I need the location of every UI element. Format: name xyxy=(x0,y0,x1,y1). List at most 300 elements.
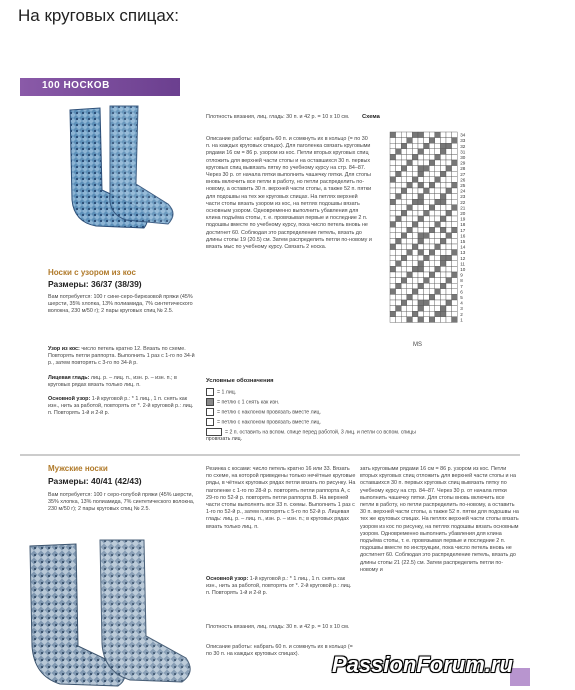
chart-cell xyxy=(418,289,424,295)
chart-cell xyxy=(396,261,402,267)
chart-row-number: 27 xyxy=(460,171,466,177)
chart-cell xyxy=(435,250,441,256)
chart-cell xyxy=(429,210,435,216)
chart-cell xyxy=(407,154,413,160)
chart-cell xyxy=(446,160,452,166)
chart-cell xyxy=(440,188,446,194)
chart-cell xyxy=(412,278,418,284)
chart-cell xyxy=(424,166,430,172)
chart-cell xyxy=(446,194,452,200)
chart-cell xyxy=(440,216,446,222)
chart-cell xyxy=(435,294,441,300)
chart-cell xyxy=(452,132,458,138)
page-number-tab xyxy=(510,668,530,686)
chart-cell xyxy=(429,261,435,267)
chart-cell xyxy=(412,317,418,323)
chart-cell xyxy=(424,311,430,317)
chart-cell xyxy=(446,138,452,144)
chart-cell xyxy=(418,294,424,300)
chart-row-number: 9 xyxy=(460,272,463,278)
chart-cell xyxy=(452,306,458,312)
chart-cell xyxy=(396,311,402,317)
chart-cell xyxy=(407,149,413,155)
chart-cell xyxy=(418,154,424,160)
chart-cell xyxy=(396,160,402,166)
chart-cell xyxy=(452,194,458,200)
chart-cell xyxy=(446,210,452,216)
chart-cell xyxy=(401,233,407,239)
chart-row-number: 1 xyxy=(460,317,463,323)
chart-cell xyxy=(424,222,430,228)
chart-cell xyxy=(412,160,418,166)
chart-cell xyxy=(440,132,446,138)
chart-row-number: 8 xyxy=(460,278,463,284)
chart-cell xyxy=(418,300,424,306)
chart-cell xyxy=(424,194,430,200)
chart-cell xyxy=(429,199,435,205)
chart-cell xyxy=(452,160,458,166)
chart-cell xyxy=(435,255,441,261)
chart-cell xyxy=(401,227,407,233)
chart-cell xyxy=(429,138,435,144)
chart-cell xyxy=(407,233,413,239)
chart-row-number: 6 xyxy=(460,289,463,295)
chart-cell xyxy=(401,199,407,205)
chart-cell xyxy=(390,300,396,306)
chart-row-number: 23 xyxy=(460,194,466,200)
chart-cell xyxy=(418,272,424,278)
legend-symbol-ssk xyxy=(206,418,214,426)
chart-cell xyxy=(435,149,441,155)
chart-cell xyxy=(429,171,435,177)
chart-cell xyxy=(452,233,458,239)
chart-cell xyxy=(396,289,402,295)
chart-cell xyxy=(401,182,407,188)
chart-cell xyxy=(390,216,396,222)
chart-cell xyxy=(424,149,430,155)
item2-main-text: 1-й круговой р.: * 1 лиц., 1 п. снять как изн., нить за работой, повторять от *. 2-й круговой р.: лиц. п. Повторять 1-й и 2-й р. xyxy=(206,576,352,597)
chart-cell xyxy=(440,317,446,323)
chart-cell xyxy=(424,250,430,256)
chart-cell xyxy=(390,244,396,250)
chart-cell xyxy=(401,311,407,317)
chart-cell xyxy=(440,160,446,166)
chart-cell xyxy=(435,188,441,194)
chart-cell xyxy=(390,160,396,166)
chart-cell xyxy=(418,138,424,144)
chart-cell xyxy=(452,300,458,306)
chart-cell xyxy=(418,149,424,155)
chart-cell xyxy=(429,227,435,233)
chart-cell xyxy=(435,266,441,272)
chart-cell xyxy=(390,194,396,200)
chart-cell xyxy=(401,194,407,200)
chart-cell xyxy=(390,222,396,228)
item2-sizes: Размеры: 40/41 (42/43) xyxy=(48,476,142,486)
chart-cell xyxy=(446,233,452,239)
chart-cell xyxy=(429,306,435,312)
chart-cell xyxy=(401,132,407,138)
chart-cell xyxy=(396,227,402,233)
chart-cell xyxy=(396,149,402,155)
chart-cell xyxy=(412,216,418,222)
chart-cell xyxy=(429,216,435,222)
chart-cell xyxy=(452,289,458,295)
chart-cell xyxy=(435,138,441,144)
chart-cell xyxy=(412,227,418,233)
chart-cell xyxy=(407,177,413,183)
chart-cell xyxy=(446,294,452,300)
chart-cell xyxy=(446,306,452,312)
chart-cell xyxy=(435,317,441,323)
chart-cell xyxy=(412,182,418,188)
chart-cell xyxy=(435,154,441,160)
chart-cell xyxy=(446,311,452,317)
chart-cell xyxy=(429,294,435,300)
chart-cell xyxy=(396,278,402,284)
chart-cell xyxy=(407,238,413,244)
chart-cell xyxy=(452,272,458,278)
chart-cell xyxy=(412,250,418,256)
chart-cell xyxy=(435,177,441,183)
chart-cell xyxy=(407,266,413,272)
chart-cell xyxy=(429,233,435,239)
chart-cell xyxy=(440,250,446,256)
chart-cell xyxy=(396,143,402,149)
chart-cell xyxy=(401,255,407,261)
chart-cell xyxy=(390,306,396,312)
chart-cell xyxy=(446,283,452,289)
chart-cell xyxy=(435,261,441,267)
chart-title: Схема xyxy=(362,114,380,120)
chart-cell xyxy=(401,244,407,250)
chart-cell xyxy=(440,149,446,155)
chart-cell xyxy=(401,294,407,300)
chart-cell xyxy=(424,132,430,138)
chart-cell xyxy=(446,216,452,222)
chart-cell xyxy=(429,278,435,284)
chart-cell xyxy=(396,132,402,138)
chart-cell xyxy=(424,238,430,244)
item2-materials: Вам потребуется: 100 г серо-голубой пряжи (45% шерсти, 35% хлопка, 13% полиамида, 7% синтетического волокна, 230 м/50 г); 2 пары круговых спиц № 2.5. xyxy=(48,492,195,513)
chart-cell xyxy=(452,266,458,272)
chart-cell xyxy=(435,278,441,284)
chart-cell xyxy=(429,160,435,166)
chart-cell xyxy=(396,317,402,323)
chart-cell xyxy=(396,255,402,261)
chart-cell xyxy=(390,210,396,216)
chart-cell xyxy=(390,266,396,272)
chart-row-number: 5 xyxy=(460,295,463,300)
chart-cell xyxy=(446,300,452,306)
chart-cell xyxy=(396,306,402,312)
knitting-chart xyxy=(388,130,478,342)
chart-cell xyxy=(435,289,441,295)
chart-cell xyxy=(396,177,402,183)
chart-cell xyxy=(407,138,413,144)
chart-cell xyxy=(412,132,418,138)
chart-cell xyxy=(412,261,418,267)
item1-main xyxy=(48,396,198,418)
item1-gauge: Плотность вязания, лиц. гладь: 30 п. и 42 р. = 10 х 10 см. xyxy=(206,114,350,120)
chart-cell xyxy=(418,222,424,228)
chart-cell xyxy=(435,143,441,149)
chart-cell xyxy=(446,250,452,256)
chart-cell xyxy=(412,143,418,149)
chart-cell xyxy=(407,199,413,205)
chart-cell xyxy=(396,222,402,228)
chart-cell xyxy=(390,294,396,300)
chart-cell xyxy=(390,317,396,323)
chart-cell xyxy=(452,311,458,317)
chart-cell xyxy=(412,233,418,239)
chart-cell xyxy=(452,244,458,250)
chart-cell xyxy=(396,188,402,194)
chart-cell xyxy=(401,272,407,278)
chart-cell xyxy=(429,222,435,228)
chart-cell xyxy=(435,227,441,233)
chart-cell xyxy=(401,154,407,160)
chart-cell xyxy=(407,289,413,295)
cable-label: Узор из кос: xyxy=(48,346,80,352)
chart-cell xyxy=(401,149,407,155)
chart-cell xyxy=(401,266,407,272)
chart-cell xyxy=(390,188,396,194)
chart-cell xyxy=(429,300,435,306)
legend-symbol-slip xyxy=(206,398,214,406)
chart-cell xyxy=(424,216,430,222)
chart-cell xyxy=(440,306,446,312)
legend-symbol-cable xyxy=(206,428,222,436)
chart-cell xyxy=(412,283,418,289)
chart-cell xyxy=(440,143,446,149)
chart-cell xyxy=(446,188,452,194)
chart-cell xyxy=(390,154,396,160)
chart-cell xyxy=(429,244,435,250)
chart-row-number: 22 xyxy=(460,199,466,205)
item2-gauge: Плотность вязания, лиц. гладь: 30 п. и 42 р. = 10 х 10 см. xyxy=(206,624,350,630)
chart-cell xyxy=(446,272,452,278)
chart-cell xyxy=(396,171,402,177)
chart-row-number: 4 xyxy=(460,300,463,306)
chart-cell xyxy=(429,177,435,183)
chart-cell xyxy=(435,166,441,172)
chart-cell xyxy=(424,255,430,261)
chart-cell xyxy=(429,250,435,256)
chart-cell xyxy=(412,171,418,177)
chart-cell xyxy=(396,210,402,216)
chart-cell xyxy=(446,199,452,205)
item1-cable xyxy=(48,346,198,368)
chart-cell xyxy=(452,294,458,300)
legend-item-5: = 2 п. оставить на вспом. спице перед работой, 3 лиц. и петли со вспом. спицы провязать лиц. xyxy=(206,429,416,442)
chart-cell xyxy=(452,210,458,216)
chart-cell xyxy=(390,132,396,138)
chart-cell xyxy=(412,255,418,261)
chart-cell xyxy=(440,289,446,295)
chart-cell xyxy=(401,317,407,323)
chart-cell xyxy=(446,205,452,211)
chart-cell xyxy=(440,294,446,300)
chart-cell xyxy=(407,306,413,312)
chart-cell xyxy=(401,171,407,177)
chart-row-number: 17 xyxy=(460,227,466,233)
chart-cell xyxy=(412,272,418,278)
chart-cell xyxy=(452,227,458,233)
chart-cell xyxy=(396,283,402,289)
chart-cell xyxy=(401,210,407,216)
chart-cell xyxy=(390,182,396,188)
chart-row-number: 31 xyxy=(460,149,466,155)
chart-cell xyxy=(418,166,424,172)
chart-cell xyxy=(418,306,424,312)
item2-desc: Описание работы: набрать 60 п. и сомкнуть их в кольцо (= по 30 п. на каждых круговых спицах). xyxy=(206,644,353,658)
chart-cell xyxy=(440,244,446,250)
chart-cell xyxy=(435,171,441,177)
chart-cell xyxy=(424,227,430,233)
chart-cell xyxy=(429,255,435,261)
chart-cell xyxy=(446,166,452,172)
chart-cell xyxy=(435,132,441,138)
chart-cell xyxy=(452,216,458,222)
chart-cell xyxy=(390,272,396,278)
chart-cell xyxy=(452,199,458,205)
chart-cell xyxy=(390,205,396,211)
chart-cell xyxy=(390,149,396,155)
chart-cell xyxy=(401,160,407,166)
chart-cell xyxy=(429,283,435,289)
chart-cell xyxy=(440,194,446,200)
chart-cell xyxy=(440,166,446,172)
chart-cell xyxy=(407,250,413,256)
chart-cell xyxy=(424,160,430,166)
chart-cell xyxy=(424,283,430,289)
chart-cell xyxy=(435,238,441,244)
chart-cell xyxy=(424,294,430,300)
chart-cell xyxy=(446,266,452,272)
stst-label: Лицевая гладь: xyxy=(48,375,90,381)
legend-title: Условные обозначения xyxy=(206,378,274,384)
chart-row-number: 32 xyxy=(460,143,466,149)
chart-row-number: 19 xyxy=(460,216,466,222)
chart-cell xyxy=(412,199,418,205)
chart-cell xyxy=(429,132,435,138)
chart-cell xyxy=(412,289,418,295)
chart-row-number: 25 xyxy=(460,183,466,188)
chart-cell xyxy=(412,266,418,272)
chart-cell xyxy=(424,210,430,216)
chart-cell xyxy=(396,250,402,256)
chart-cell xyxy=(396,166,402,172)
chart-cell xyxy=(440,182,446,188)
chart-cell xyxy=(440,272,446,278)
chart-cell xyxy=(401,166,407,172)
chart-cell xyxy=(390,238,396,244)
chart-cell xyxy=(429,182,435,188)
chart-cell xyxy=(390,177,396,183)
chart-cell xyxy=(440,266,446,272)
chart-cell xyxy=(401,278,407,284)
chart-cell xyxy=(401,188,407,194)
chart-cell xyxy=(407,294,413,300)
chart-cell xyxy=(440,171,446,177)
chart-cell xyxy=(407,194,413,200)
chart-row-number: 2 xyxy=(460,311,463,317)
chart-cell xyxy=(424,171,430,177)
chart-cell xyxy=(412,311,418,317)
legend-item-1: = 1 лиц. xyxy=(206,388,236,396)
chart-cell xyxy=(390,227,396,233)
stst-text: лиц. р. – лиц. п., изн. р. – изн. п.; в круговых рядах вязать только лиц. п. xyxy=(48,375,177,389)
magazine-page xyxy=(20,78,520,690)
chart-cell xyxy=(401,205,407,211)
chart-cell xyxy=(412,166,418,172)
chart-cell xyxy=(412,294,418,300)
chart-row-number: 7 xyxy=(460,283,463,289)
chart-cell xyxy=(435,272,441,278)
chart-cell xyxy=(418,199,424,205)
chart-cell xyxy=(429,289,435,295)
chart-row-number: 34 xyxy=(460,132,466,138)
chart-cell xyxy=(401,300,407,306)
chart-cell xyxy=(418,194,424,200)
chart-cell xyxy=(401,289,407,295)
chart-cell xyxy=(435,244,441,250)
chart-cell xyxy=(396,244,402,250)
chart-cell xyxy=(407,272,413,278)
chart-cell xyxy=(396,216,402,222)
chart-cell xyxy=(440,311,446,317)
chart-cell xyxy=(452,278,458,284)
chart-cell xyxy=(407,166,413,172)
chart-row-number: 11 xyxy=(460,261,465,267)
chart-cell xyxy=(401,261,407,267)
chart-cell xyxy=(412,205,418,211)
chart-cell xyxy=(452,177,458,183)
chart-cell xyxy=(401,238,407,244)
chart-cell xyxy=(418,182,424,188)
chart-cell xyxy=(418,227,424,233)
chart-cell xyxy=(407,188,413,194)
chart-cell xyxy=(429,154,435,160)
chart-cell xyxy=(452,255,458,261)
chart-cell xyxy=(407,300,413,306)
item2-title: Мужские носки xyxy=(48,464,108,473)
chart-cell xyxy=(452,283,458,289)
chart-cell xyxy=(418,177,424,183)
chart-cell xyxy=(435,216,441,222)
chart-row-number: 20 xyxy=(460,211,466,216)
chart-cell xyxy=(446,171,452,177)
chart-cell xyxy=(407,143,413,149)
chart-cell xyxy=(435,300,441,306)
chart-cell xyxy=(435,233,441,239)
chart-cell xyxy=(418,266,424,272)
chart-cell xyxy=(407,261,413,267)
chart-cell xyxy=(390,255,396,261)
chart-cell xyxy=(446,182,452,188)
chart-cell xyxy=(440,283,446,289)
main-text: 1-й круговой р.: * 1 лиц., 1 п. снять как изн., нить за работой, повторять от *. 2-й круговой р.: лиц. п. Повторять 1-й и 2-й р. xyxy=(48,396,194,417)
item2-rib: Резинка с косами: число петель кратно 16 или 33. Вязать по схеме, на которой приведены только нечётные круговые ряды, в чётных круговых рядах петли вязать по рисунку. На паголенке с 1-го по 28-й р. повторять петли раппорта A, с 29-го по 52-й р. повторять петли раппорта B. На верхней части стопы выполнять все 33 п. схемы. Выполнить 1 раз с 1-го по 52-й р., затем повторять с 5-го по 52-й р. Лицевая гладь: лиц. р. – лиц. п., изн. р. – изн. п.; в круговых рядах вязать только лиц. п. xyxy=(206,466,356,530)
chart-cell xyxy=(452,205,458,211)
chart-cell xyxy=(446,255,452,261)
chart-cell xyxy=(407,244,413,250)
cable-text: число петель кратно 12. Вязать по схеме. Повторять петли раппорта. Выполнить 1 раз с 1-го по 34-й р., затем повторять с 3-го по 34-й р. xyxy=(48,346,195,367)
chart-cell xyxy=(407,210,413,216)
chart-cell xyxy=(440,233,446,239)
chart-cell xyxy=(418,255,424,261)
